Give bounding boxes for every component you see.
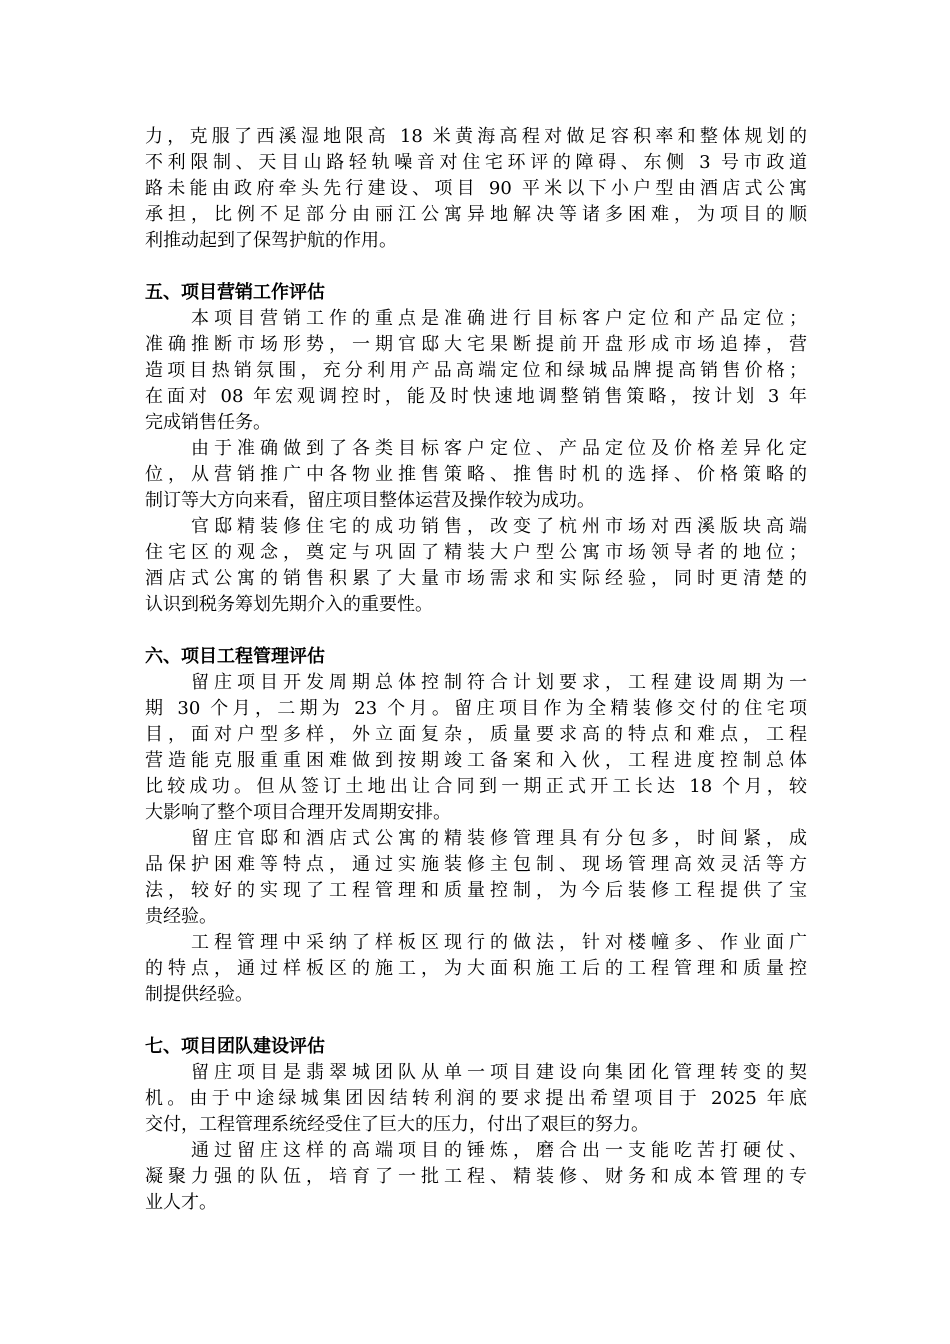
- text-line: 凝聚力强的队伍，培育了一批工程、精装修、财务和成本管理的专: [145, 1166, 807, 1187]
- text-line: 比较成功。但从签订土地出让合同到一期正式开工长达 18 个月，较: [145, 776, 807, 797]
- text-line: 法，较好的实现了工程管理和质量控制，为今后装修工程提供了宝: [145, 880, 807, 901]
- text-line: 路未能由政府牵头先行建设、项目 90 平米以下小户型由酒店式公寓: [145, 178, 807, 199]
- text-line: 品保护困难等特点，通过实施装修主包制、现场管理高效灵活等方: [145, 854, 807, 875]
- text-line: 完成销售任务。: [145, 412, 271, 433]
- text-line: 大影响了整个项目合理开发周期安排。: [145, 802, 451, 823]
- text-line: 不利限制、天目山路轻轨噪音对住宅环评的障碍、东侧 3 号市政道: [145, 152, 807, 173]
- paragraph: [145, 514, 807, 618]
- text-line: 在面对 08 年宏观调控时，能及时快速地调整销售策略，按计划 3 年: [145, 386, 807, 407]
- text-line: 目，面对户型多样，外立面复杂，质量要求高的特点和难点，工程: [145, 724, 807, 745]
- paragraph: [145, 670, 807, 826]
- intro-paragraph: [145, 124, 807, 254]
- paragraph: [145, 930, 807, 1008]
- text-line: 留庄官邸和酒店式公寓的精装修管理具有分包多，时间紧，成: [145, 828, 807, 849]
- text-line: 期 30 个月，二期为 23 个月。留庄项目作为全精装修交付的住宅项: [145, 698, 807, 719]
- text-line: 力，克服了西溪湿地限高 18 米黄海高程对做足容积率和整体规划的: [145, 126, 807, 147]
- text-line: 贵经验。: [145, 906, 217, 927]
- text-line: 机。由于中途绿城集团因结转利润的要求提出希望项目于 2025 年底: [145, 1088, 807, 1109]
- text-line: 官邸精装修住宅的成功销售，改变了杭州市场对西溪版块高端: [145, 516, 807, 537]
- paragraph: [145, 1060, 807, 1138]
- text-line: 交付，工程管理系统经受住了巨大的压力，付出了艰巨的努力。: [145, 1114, 649, 1135]
- text-line: 本项目营销工作的重点是准确进行目标客户定位和产品定位；: [145, 308, 807, 329]
- text-line: 工程管理中采纳了样板区现行的做法，针对楼幢多、作业面广: [145, 932, 807, 953]
- text-line: 留庄项目开发周期总体控制符合计划要求，工程建设周期为一: [145, 672, 807, 693]
- text-line: 酒店式公寓的销售积累了大量市场需求和实际经验，同时更清楚的: [145, 568, 807, 589]
- paragraph: [145, 306, 807, 436]
- text-line: 制提供经验。: [145, 984, 253, 1005]
- text-line: 通过留庄这样的高端项目的锤炼，磨合出一支能吃苦打硬仗、: [145, 1140, 807, 1161]
- text-line: 的特点，通过样板区的施工，为大面积施工后的工程管理和质量控: [145, 958, 807, 979]
- text-line: 住宅区的观念，奠定与巩固了精装大户型公寓市场领导者的地位；: [145, 542, 807, 563]
- text-line: 利推动起到了保驾护航的作用。: [145, 230, 397, 251]
- text-line: 位，从营销推广中各物业推售策略、推售时机的选择、价格策略的: [145, 464, 807, 485]
- text-line: 承担，比例不足部分由丽江公寓异地解决等诸多困难，为项目的顺: [145, 204, 807, 225]
- document-page: [145, 124, 807, 1216]
- text-line: 准确推断市场形势，一期官邸大宅果断提前开盘形成市场追捧，营: [145, 334, 807, 355]
- section-heading-engineering: 六、项目工程管理评估: [145, 646, 325, 667]
- text-line: 制订等大方向来看，留庄项目整体运营及操作较为成功。: [145, 490, 595, 511]
- text-line: 由于准确做到了各类目标客户定位、产品定位及价格差异化定: [145, 438, 807, 459]
- paragraph: [145, 826, 807, 930]
- text-line: 业人才。: [145, 1192, 217, 1213]
- section-heading-team: 七、项目团队建设评估: [145, 1036, 325, 1057]
- text-line: 留庄项目是翡翠城团队从单一项目建设向集团化管理转变的契: [145, 1062, 807, 1083]
- text-line: 认识到税务筹划先期介入的重要性。: [145, 594, 433, 615]
- text-line: 造项目热销氛围，充分利用产品高端定位和绿城品牌提高销售价格；: [145, 360, 807, 381]
- text-line: 营造能克服重重困难做到按期竣工备案和入伙，工程进度控制总体: [145, 750, 807, 771]
- paragraph: [145, 436, 807, 514]
- section-heading-marketing: 五、项目营销工作评估: [145, 282, 325, 303]
- paragraph: [145, 1138, 807, 1216]
